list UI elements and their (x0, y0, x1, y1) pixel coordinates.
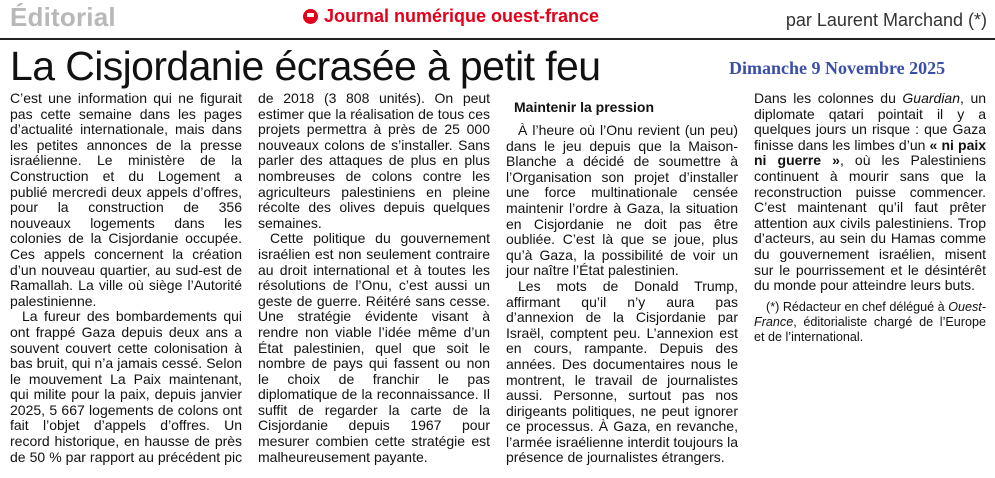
text-run: leurs (910, 277, 941, 294)
text-run: et (890, 261, 903, 278)
text-run: israélien, (878, 245, 935, 262)
article-paragraph: C’est une information qui ne figurait pas cette semaine dans les pages d’actualité internationale, mais dans les petites annonces de la presse israélienne. Le ministère de la Construction et du Logement a publié mercredi deux appels d’offres, pour la construction de 356 nouveaux logements dans les colonies de la Cisjordanie occupée. Ces appels concernent la création d’un nouveau quartier, au sud-est de Ramallah. La ville où siège l’Autorité palestinienne. (10, 90, 242, 309)
text-run (870, 152, 881, 168)
text-run: faut (914, 199, 938, 216)
article-subheading: Maintenir la pression (514, 99, 655, 115)
text-run: dans (797, 136, 829, 153)
text-run: commencer. (909, 183, 986, 200)
text-run: aux (812, 214, 836, 231)
text-run: prêter (949, 199, 987, 216)
text-run: attention (754, 214, 808, 231)
text-run: pourrissement (795, 261, 885, 278)
text-run: buts. (944, 277, 976, 294)
brand-label: Journal numérique ouest-france (324, 6, 600, 26)
quote-emphasis: guerre (777, 152, 822, 169)
text-run: colonnes (817, 90, 874, 106)
text-run (844, 152, 855, 168)
publication-date: Dimanche 9 Novembre 2025 (729, 58, 946, 78)
text-run (770, 246, 780, 262)
text-run (923, 106, 937, 122)
text-run: que (924, 121, 948, 138)
text-run: finisse (754, 136, 794, 153)
text-run (903, 199, 915, 215)
text-run: pour (820, 277, 849, 294)
text-run: les (881, 152, 900, 169)
brand-link[interactable] (303, 6, 599, 27)
text-run (943, 106, 957, 122)
article-column-2 (258, 91, 490, 475)
text-run: monde (773, 277, 817, 294)
text-run: gouvernement (779, 245, 869, 262)
text-run (889, 168, 900, 184)
text-run: désintérêt (924, 261, 987, 278)
quote-emphasis: ni (941, 136, 954, 153)
text-run: un (970, 90, 987, 106)
publication-name: Ouest-France (754, 299, 986, 329)
text-run: du (870, 230, 887, 247)
section-kicker: Éditorial (10, 2, 116, 32)
text-run: les (793, 90, 812, 106)
text-run (899, 152, 910, 168)
article-column-1 (10, 91, 242, 475)
text-run: comme (940, 230, 987, 247)
text-run: limbes (854, 136, 895, 153)
publication-name: Guardian (902, 90, 960, 106)
text-run: du (754, 277, 770, 294)
text-run (935, 246, 945, 262)
text-run (867, 199, 879, 215)
text-run: , (839, 152, 844, 169)
text-run: Gaza (952, 121, 986, 138)
text-run: du (754, 245, 770, 262)
text-run: : (915, 121, 920, 138)
text-run: risque (871, 121, 911, 138)
text-run: que (940, 167, 964, 184)
text-run: sein (839, 230, 866, 247)
text-run (842, 184, 856, 200)
text-run: misent (944, 245, 987, 262)
text-run (869, 246, 879, 262)
quote-emphasis: ni (754, 152, 767, 169)
text-run: qatari (828, 105, 864, 122)
text-run: il (936, 105, 944, 122)
text-run: un (851, 121, 867, 138)
text-run: sans (899, 167, 930, 184)
author-byline: par Laurent Marchand (*) (785, 10, 987, 30)
text-run: sur (754, 261, 774, 278)
text-run (815, 106, 829, 122)
article-paragraph: La fureur des bombardements qui ont frappé Gaza depuis deux ans a souvent couvert cette colonisation à bas bruit, qui n’a jamais cessé. Selon le mouvement La Paix maintenant, qui milite pour la paix, depuis janvier 2025, 5 667 logements de colons ont fait l’objet d’appels d’offres. Un record historique, en hausse de près de 50 % par rapport au précédent pic (10, 308, 243, 465)
article-column-3 (506, 91, 738, 475)
article-paragraph: Les mots de Donald Trump, affirmant qu’il n’y aura pas d’annexion de la Cisjordanie par Israël, comptent peu. L’annexion est en cours, rampante. Depuis des années. Des documentaires nous le montrent, le travail de journalistes aussi. Personne, surtout pas nos dirigeants politiques, ne peut ignorer ce processus. À Gaza, en revanche, l’armée israélienne interdit toujours la présence de journalistes étrangers. (506, 277, 738, 466)
header-divider (0, 38, 995, 40)
text-run (964, 106, 978, 122)
quote-emphasis: « (929, 136, 938, 153)
text-run (896, 184, 910, 200)
quote-emphasis (766, 152, 777, 168)
text-run (938, 199, 950, 215)
text-run: du (880, 90, 896, 106)
quote-emphasis: paix (958, 136, 987, 153)
text-run: où (854, 152, 871, 169)
article-paragraph: Cette politique du gouvernement israélien est non seulement contraire au droit international et à toutes les résolutions de l’Onu, c’est aussi un geste de guerre. Réitéré sans cesse. Une stratégie évidente visant à rendre non viable l’idée même d’un État palestinien, quel que soit le nombre de pays qui fassent ou non le choix de franchir le pas diplomatique de la reconnaissance. Il suffit de regarder la carte de la Cisjordanie depuis 1967 pour mesurer combien cette stratégie est malheureusement payante. (258, 230, 490, 465)
text-run: continuent (754, 167, 819, 184)
text-run: reconstruction (754, 183, 842, 200)
text-run: au (819, 230, 836, 247)
text-run: Hamas (890, 230, 936, 247)
article-paragraph (754, 91, 986, 294)
text-run: d’acteurs, (754, 230, 815, 247)
text-run: pointait (877, 105, 923, 122)
text-run: la (975, 167, 987, 184)
text-run (786, 199, 798, 215)
text-run: civils (840, 214, 871, 231)
text-run: jours (815, 121, 847, 138)
article-body (10, 91, 985, 475)
text-run: les (832, 136, 851, 153)
text-run: maintenant (797, 199, 867, 216)
text-run: mourir (848, 167, 889, 184)
quote-emphasis: » (832, 152, 840, 169)
text-run: , éditorialiste chargé de l’Europe et de l’international. (754, 314, 986, 344)
text-run (838, 168, 849, 184)
quote-emphasis (821, 152, 832, 168)
page-title: La Cisjordanie écrasée à petit feu (10, 43, 601, 89)
text-run: d’un (898, 136, 926, 153)
text-run: le (907, 261, 919, 278)
text-run (929, 168, 940, 184)
text-run: à (829, 167, 838, 184)
text-run: atteindre (852, 277, 907, 294)
text-run: puisse (855, 183, 897, 200)
article-paragraph: À l’heure où l’Onu revient (un peu) dans le jeu depuis que la Maison-Blanche a décidé de soumettre à l’Organisation son projet d’installer une force multinationale censée maintenir l’ordre à Gaza, la situation en Cisjordanie ne doit pas être oubliée. C’est là que se joue, plus qu’à Gaza, la possibilité de voir un jour naître l’État palestinien. (506, 122, 738, 279)
article-paragraph: de 2018 (3 808 unités). On peut estimer que la réalisation de tous ces projets permettra à près de 25 000 nouveaux colons de s’installer. Sans parler des attaques de plus en plus nombreuses de colons contre les agriculteurs palestiniens en pleine récolte des olives depuis quelques semaines. (258, 90, 491, 231)
text-run: palestiniens. (875, 214, 954, 231)
author-footnote (754, 300, 986, 345)
text-run (864, 106, 878, 122)
text-run: Trop (957, 214, 986, 231)
text-run: y (957, 105, 965, 122)
text-run: quelques (754, 121, 811, 138)
text-run (819, 168, 830, 184)
article-column-4 (754, 91, 986, 475)
text-run: a (978, 105, 986, 122)
text-run: Dans (754, 90, 787, 106)
text-run: , (960, 90, 964, 106)
ouest-france-logo-icon (303, 9, 318, 24)
text-run: diplomate (754, 105, 815, 122)
text-run: C’est (754, 199, 786, 216)
text-run: le (779, 261, 791, 278)
text-run (964, 168, 975, 184)
text-run: qu’il (878, 199, 904, 216)
text-run: (*) Rédacteur en chef délégué à (766, 299, 949, 314)
text-run: Palestiniens (910, 152, 987, 169)
